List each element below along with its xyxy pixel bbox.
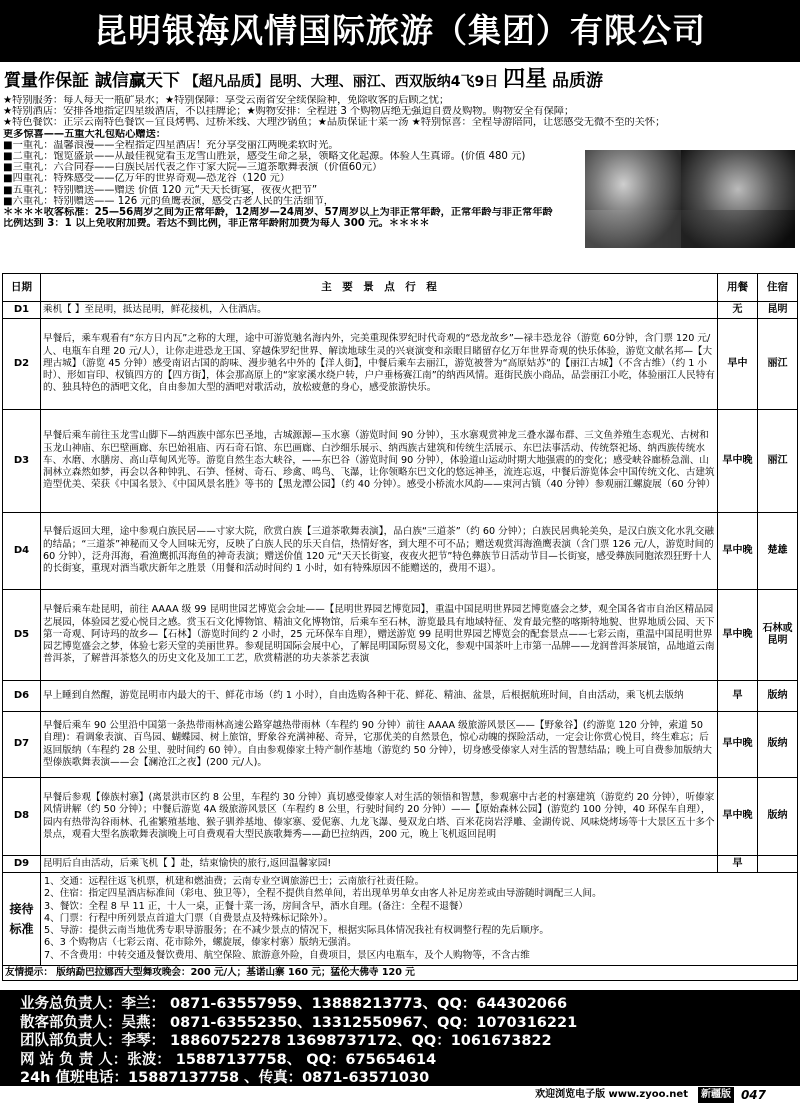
day-meals: 早中晚 xyxy=(718,590,758,681)
header-day: 日期 xyxy=(3,274,41,302)
page-number: 047 xyxy=(740,1088,766,1102)
note-item: 2、住宿：指定四星酒店标准间（彩电、独卫等），全程不提供自然单间，若出现单男单女由客人补足房差或由导游随时调配三人间。 xyxy=(44,888,602,900)
day-itinerary: 早餐后，乘车观看有“东方日内瓦”之称的大理，途中可游览驰名海内外，完美重现侏罗纪时代奇观的“恐龙故乡”—禄丰恐龙谷（游览 60分钟，含门票 120 元/人、电瓶车自理 20 元/人），让你走进恐龙王国、穿越侏罗纪世界、解读地球生灵的兴衰演变和亲眼目睹留存亿万年世界奇观的快乐体验，游览文献名邦—【大理古城】（游览 45 分钟）感受南诏古国的韵味、漫步驰名中外的【洋人街】，中餐后乘车去丽江，游览被誉为“高原姑苏”的【丽江古城】（不含古维）（约 1 小时）、形如盲印、权镇四方的【四方街】，体会那高原上的“家家溪水绕户转，户户垂杨赛江南”的纳西风情。逛街民族小商品，品尝丽江小吃，体验丽江人民特有的、独具特色的酒吧文化，自由参加大型的酒吧对歌活动，放松疲惫的身心，感受旅游快乐。 xyxy=(41,319,718,410)
note-item: 4、门票：行程中所列景点首道大门票（自费景点及特殊标记除外）。 xyxy=(44,912,334,924)
note-item: 6、3 个购物店（七彩云南、花市除外，螺旋展，傣家村寨）版纳无强消。 xyxy=(44,937,357,949)
day-hotel: 石林或昆明 xyxy=(758,590,798,681)
notes-list xyxy=(41,873,798,966)
day-label: D4 xyxy=(3,513,41,590)
intro-line: ■三重礼：六合同春——白族民居代表之作寸家大院—三道茶歌舞表演（价值60元） xyxy=(3,162,383,174)
contact-line: 团队部负责人：李琴： 18860752278 13698737172、QQ：1061673822 xyxy=(20,1033,552,1049)
day-meals: 早中 xyxy=(718,319,758,410)
table-row xyxy=(3,410,798,513)
table-row xyxy=(3,712,798,778)
day-hotel: 版纳 xyxy=(758,712,798,778)
day-meals: 早 xyxy=(718,856,758,873)
page-footer xyxy=(0,1086,800,1104)
table-row xyxy=(3,681,798,712)
product-name: 【超凡品质】昆明、大理、丽江、西双版纳4飞9日 xyxy=(184,74,499,90)
star-rating: 四星 xyxy=(503,67,548,92)
day-hotel xyxy=(758,856,798,873)
table-row xyxy=(3,856,798,873)
day-meals: 早中晚 xyxy=(718,513,758,590)
day-meals: 早中晚 xyxy=(718,778,758,856)
day-itinerary: 乘机【 】至昆明，抵达昆明，鲜花接机，入住酒店。 xyxy=(41,302,718,319)
company-title: 昆明银海风情国际旅游（集团）有限公司 xyxy=(0,0,800,62)
intro-line: 比例达到 3：1 以上免收附加费。若达不到比例，非正常年龄附加费为每人 300 元。＊＊＊＊ xyxy=(3,218,430,230)
table-row xyxy=(3,778,798,856)
day-itinerary: 早餐后乘车 90 公里沿中国第一条热带雨林高速公路穿越热带雨林（车程约 90 分钟）前往 AAAA 级旅游风景区——【野象谷】(约游览 120 分钟，索道 50 自理)：看调象表演、百鸟园、蝴蝶园、树上旅馆，野象谷充满神秘、奇异，它那优美的自然景色，惊心动魄的探险活动，一定会让你赏心悦目，终生难忘；后返回版纳（车程约 28 公里、驶时间约 60 钟）。自由参观傣家土特产制作基地（游览约 50 分钟），切身感受傣家人对生活的智慧结晶；晚上可自费参加版纳大型傣族歌舞表演——会【澜沧江之夜】(200 元/人)。 xyxy=(41,712,718,778)
tips-text: 友情提示： 版纳勐巴拉娜西大型舞攻晚会：200 元/人；基诺山寨 160 元；猛伦大佛寺 120 元 xyxy=(3,966,798,981)
intro-line: ■四重礼：特殊感受——亿万年的世界奇观—恐龙谷（120 元） xyxy=(3,173,290,185)
scenery-photo xyxy=(585,150,795,248)
day-hotel: 昆明 xyxy=(758,302,798,319)
photo-shade xyxy=(585,210,795,248)
table-row xyxy=(3,590,798,681)
note-item: 7、不含费用：中转交通及餐饮费用、航空保险、旅游意外险，自费项目，景区内电瓶车，及个人购物等，不含古维 xyxy=(44,949,530,961)
contact-block xyxy=(0,990,800,1086)
header-hotel: 住宿 xyxy=(758,274,798,302)
day-meals: 无 xyxy=(718,302,758,319)
day-hotel: 丽江 xyxy=(758,319,798,410)
day-label: D9 xyxy=(3,856,41,873)
intro-line: 更多惊喜——五重大礼包贴心赠送： xyxy=(3,128,166,140)
intro-line: ■二重礼：饱览盛景——从最佳视觉看玉龙雪山胜景，感受生命之泉，领略文化起源。体验人生真谛。(价值 480 元) xyxy=(3,150,526,162)
intro-line: ■六重礼：特别赠送—— 126 元的鱼鹰表演，感受古老人民的生活细节， xyxy=(3,195,334,207)
header-itinerary: 主 要 景 点 行 程 xyxy=(41,274,718,302)
slogan: 質量作保証 誠信赢天下 xyxy=(4,71,180,91)
table-row xyxy=(3,513,798,590)
table-header-row xyxy=(3,274,798,302)
day-label: D5 xyxy=(3,590,41,681)
notes-label: 接待标准 xyxy=(3,873,41,966)
table-row xyxy=(3,319,798,410)
day-itinerary: 早餐后参观【傣族村寨】(离景洪市区约 8 公里，车程约 30 分钟）真切感受傣家人对生活的领悟和智慧，参观寨中古老的村寨建筑（游览约 20 分钟），听傣家风情讲解（约 50 分钟）；中餐后游览 4A 级旅游风景区（车程约 8 公里，行驶时间约 20 分钟）——【原始森林公园】(游览约 100 分钟，40 环保车自理），园内有热带沟谷雨林、孔雀繁殖基地、猴子驯养基地、傣家寨、爱伲寨、九龙飞瀑、曼双龙白塔、百米花岗岩浮雕、金湖传说、风味烧烤场等十大景区五十多个景点，观看大型名族歌舞表演晚上可自费观看大型民族歌舞秀——勐巴拉纳西，200 元，晚上飞机返回昆明 xyxy=(41,778,718,856)
day-label: D2 xyxy=(3,319,41,410)
intro-line: ★特别服务：每人每天一瓶矿泉水；★特别保障：享受云南省安全续保险种，免除收客的后顾之忧； xyxy=(3,95,450,106)
day-label: D7 xyxy=(3,712,41,778)
day-hotel: 楚雄 xyxy=(758,513,798,590)
day-label: D1 xyxy=(3,302,41,319)
table-row xyxy=(3,302,798,319)
day-meals: 早中晚 xyxy=(718,712,758,778)
day-label: D6 xyxy=(3,681,41,712)
note-item: 5、导游：提供云南当地优秀专职导游服务；在不减少景点的情况下，根据实际具体情况我社有权调整行程的先后顺序。 xyxy=(44,925,549,937)
note-item: 1、交通：远程往返飞机票，机建和燃油费；云南专业空调旅游巴士；云南旅行社责任险。 xyxy=(44,876,425,887)
edition-badge: 新疆版 xyxy=(698,1087,734,1103)
day-itinerary: 早上睡到自然醒，游览昆明市内最大的干、鲜花市场（约 1 小时），自由选购各种干花、鲜花、精油、盆景，后根据航班时间，自由活动，乘飞机去版纳 xyxy=(41,681,718,712)
product-suffix: 品质游 xyxy=(552,71,604,91)
tagline xyxy=(4,66,798,94)
day-hotel: 版纳 xyxy=(758,681,798,712)
intro-line: ■一重礼：温馨浪漫——全程指定四星酒店！充分享受丽江两晚柔软时光。 xyxy=(3,139,339,151)
service-standard-row xyxy=(3,873,798,966)
day-itinerary: 早餐后返回大理，途中参观白族民居——寸家大院，欣赏白族【三道茶歌舞表演】，品白族“三道茶”（约 60 分钟）；白族民居典轮美奂，是汉白族文化水乳交融的结晶；“三道茶”神秘而又令人回味无穷，反映了白族人民的乐天自信，热情好客，到大理不可不品；赠送观赏洱海渔鹰表演（含门票 126 元/人，游览时间的 60 分钟），泛舟洱海，看渔鹰抓洱海鱼的神奇表演；赠送价值 120 元“天天长街宴，夜夜火把节”特色彝族节日活动节目—长街宴，感受彝族同胞浓烈狂野十人的长街宴，重现对酒当歌庆新年之胜景（用餐和活动时间约 1 小时，如有特殊原因不能赠送的，费用不退）。 xyxy=(41,513,718,590)
contact-line: 24h 值班电话：15887137758 、传真：0871-63571030 xyxy=(20,1070,430,1086)
intro-line: ★特别酒店：安排各地指定四星级酒店，不以挂牌论；★购物安排：全程进 3 个购物店绝无强迫自费及购物。购物安全有保障； xyxy=(3,106,575,118)
tips-row xyxy=(3,966,798,981)
day-itinerary: 早餐后乘车前往玉龙雪山脚下—纳西族中部东巴圣地，古城源源—玉水寨（游览时间 90 分钟），玉水寨观赏神龙三叠水瀑布群、三文鱼养殖生态观光、古树和玉龙山神庙、东巴壁画廊、东巴始祖庙、丙石奇石馆、东巴画廊、白沙细乐展示、纳西族古建筑和传统生活展示、东巴法事活动、传统祭祀场、纳西族传统水车、水磨、水膳房、高山草甸风光等。游览自然生态大峡谷，——东巴谷（游览时间 90 分钟），体验道山运动时期大地强震的的变化；感受峡谷廊桥急湍、山洞林立森然如梦，再会以各种钟乳、石笋、怪树、奇石、珍禽、鸣鸟、飞瀑，让你领略东巴文化的悠远神圣，流连忘返，中餐后游览体会中国传统文化、古建筑造型优美、荣获《中国名景》、《中国风景名胜》等书的【黑龙潭公园】（约 40 分钟）。感受小桥流水风韵——束河古镇（40 分钟）参观丽江螺旋展（60 分钟） xyxy=(41,410,718,513)
day-meals: 早中晚 xyxy=(718,410,758,513)
day-label: D3 xyxy=(3,410,41,513)
day-itinerary: 昆明后自由活动，后乘飞机【 】赴，结束愉快的旅行,返回温馨家园! xyxy=(41,856,718,873)
day-hotel: 版纳 xyxy=(758,778,798,856)
day-hotel: 丽江 xyxy=(758,410,798,513)
intro-line: ■五重礼：特别赠送——赠送 价值 120 元“天天长街宴，夜夜火把节” xyxy=(3,184,318,196)
footer-website: 欢迎浏览电子版 www.zyoo.net xyxy=(535,1089,688,1100)
day-label: D8 xyxy=(3,778,41,856)
contact-line: 业务总负责人：李兰： 0871-63557959、13888213773、QQ：644302066 xyxy=(20,996,568,1012)
intro-line: ★特色餐饮：正宗云南特色餐饮－宜良烤鸭、过桥米线、大理沙锅鱼；★品质保证十菜一汤 ★特别惊喜：全程导游陪同，让您感受无微不至的关怀； xyxy=(3,117,666,129)
contact-line: 散客部负责人：吴燕： 0871-63552350、13312550967、QQ：1070316221 xyxy=(20,1014,578,1031)
note-item: 3、餐饮：全程 8 早 11 正，十人一桌，正餐十菜一汤，房间含早，酒水自理。(备注：全程不退餐） xyxy=(44,900,469,912)
contact-line: 网 站 负 责 人：张波： 15887137758、 QQ：675654614 xyxy=(20,1051,437,1068)
itinerary-table xyxy=(2,273,798,981)
day-meals: 早 xyxy=(718,681,758,712)
intro-line: ＊＊＊＊收客标准：25—56周岁之间为正常年龄，12周岁—24周岁、57周岁以上为非正常年龄，正常年龄与非正常年龄 xyxy=(3,206,553,218)
header-meals: 用餐 xyxy=(718,274,758,302)
day-itinerary: 早餐后乘车赴昆明，前往 AAAA 级 99 昆明世园艺博览会会址——【昆明世界园艺博览园】，重温中国昆明世界园艺博览盛会之梦，观全国各省市自治区精品园艺展园，体验园艺爱心悦目之感。赏玉石文化博物馆、精油文化博物馆，后乘车至石林，游览最具有地域特征、发育最完整的喀斯特地貌、世界地质公园、天下第一奇观、阿诗玛的故乡—【石林】（游览时间约 2 小时，25 元环保车自理），赠送游览 99 昆明世界园艺博览会的配套景点——七彩云南，重温中国昆明世界园艺博览盛会之梦，体验七彩天堂的美丽世界。参观昆明国际会展中心，了解昆明国际贸易文化，参观中国茶叶上市第一品牌——龙润普洱茶展馆，品地道云南普洱茶，了解普洱茶悠久的历史文化及加工工艺，欣赏精湛的功夫茶茶艺表演 xyxy=(41,590,718,681)
